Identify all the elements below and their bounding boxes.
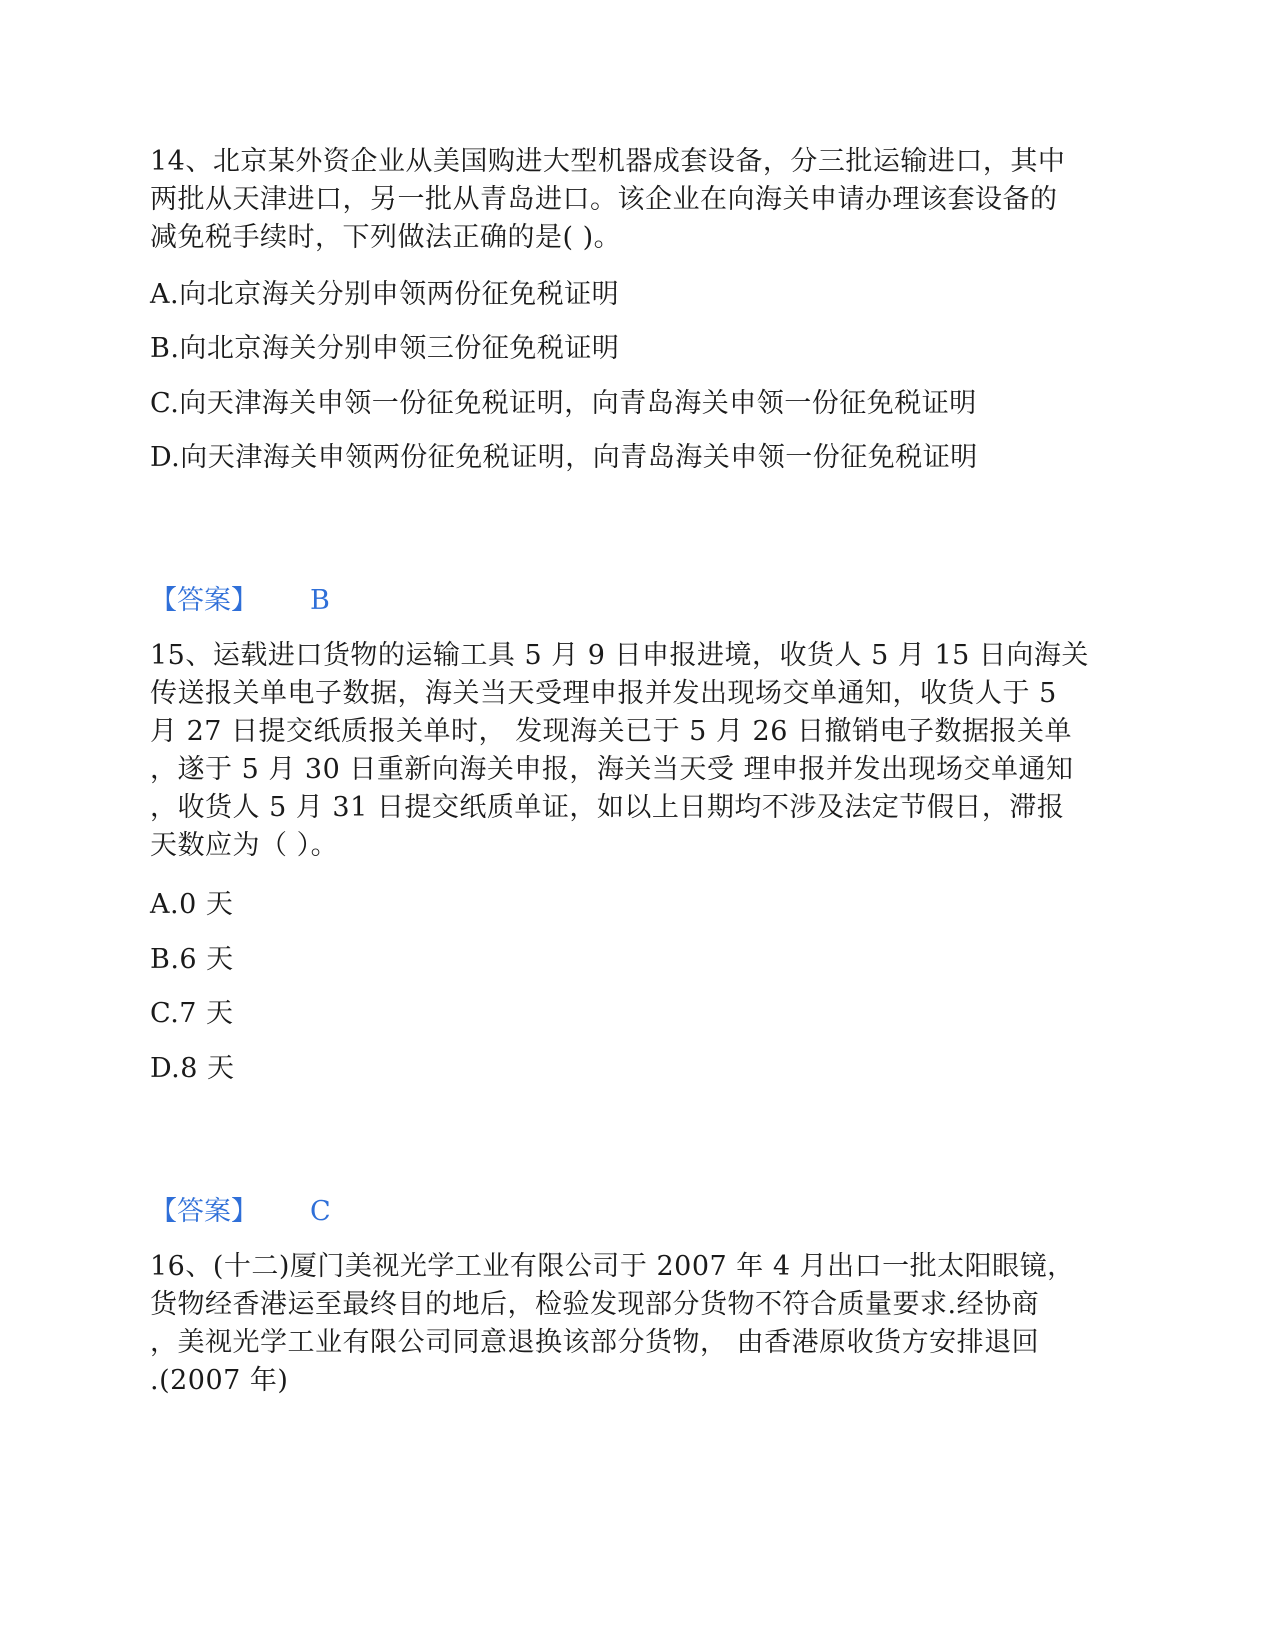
stem-line: ，收货人 5 月 31 日提交纸质单证，如以上日期均不涉及法定节假日，滞报 xyxy=(150,792,1065,823)
answer-label: 【答案】 xyxy=(150,585,258,616)
stem-line: 两批从天津进口，另一批从青岛进口。该企业在向海关申请办理该套设备的 xyxy=(150,184,1058,215)
stem-line: 传送报关单电子数据，海关当天受理申报并发出现场交单通知，收货人于 5 xyxy=(150,678,1057,709)
question-15-option-d: D.8 天 xyxy=(150,1053,235,1084)
stem-line: 16、(十二)厦门美视光学工业有限公司于 2007 年 4 月出口一批太阳眼镜， xyxy=(150,1251,1075,1282)
question-14-option-c: C.向天津海关申领一份征免税证明，向青岛海关申领一份征免税证明 xyxy=(150,388,977,419)
stem-line: 15、运载进口货物的运输工具 5 月 9 日申报进境，收货人 5 月 15 日向海关 xyxy=(150,640,1089,671)
stem-line: 货物经香港运至最终目的地后，检验发现部分货物不符合质量要求.经协商 xyxy=(150,1289,1040,1320)
stem-line: 减免税手续时，下列做法正确的是( )。 xyxy=(150,222,622,253)
question-15-option-b: B.6 天 xyxy=(150,944,234,975)
stem-line: 14、北京某外资企业从美国购进大型机器成套设备，分三批运输进口，其中 xyxy=(150,146,1066,177)
question-14-stem xyxy=(150,143,1120,257)
question-14-answer xyxy=(150,582,330,620)
answer-value: C xyxy=(310,1196,331,1227)
stem-line: .(2007 年) xyxy=(150,1365,289,1396)
stem-line: ，遂于 5 月 30 日重新向海关申报，海关当天受 理申报并发出现场交单通知 xyxy=(150,754,1074,785)
answer-label: 【答案】 xyxy=(150,1196,258,1227)
question-15-answer xyxy=(150,1193,331,1231)
question-14-option-d: D.向天津海关申领两份征免税证明，向青岛海关申领一份征免税证明 xyxy=(150,442,978,473)
question-16-stem xyxy=(150,1248,1120,1400)
question-14-option-b: B.向北京海关分别申领三份征免税证明 xyxy=(150,333,620,364)
question-15-option-a: A.0 天 xyxy=(150,889,234,920)
stem-line: 月 27 日提交纸质报关单时， 发现海关已于 5 月 26 日撤销电子数据报关单 xyxy=(150,716,1072,747)
stem-line: 天数应为（ ）。 xyxy=(150,830,339,861)
stem-line: ，美视光学工业有限公司同意退换该部分货物， 由香港原收货方安排退回 xyxy=(150,1327,1040,1358)
question-15-option-c: C.7 天 xyxy=(150,998,234,1029)
question-14-option-a: A.向北京海关分别申领两份征免税证明 xyxy=(150,279,620,310)
question-15-stem xyxy=(150,637,1120,865)
answer-value: B xyxy=(310,585,330,616)
